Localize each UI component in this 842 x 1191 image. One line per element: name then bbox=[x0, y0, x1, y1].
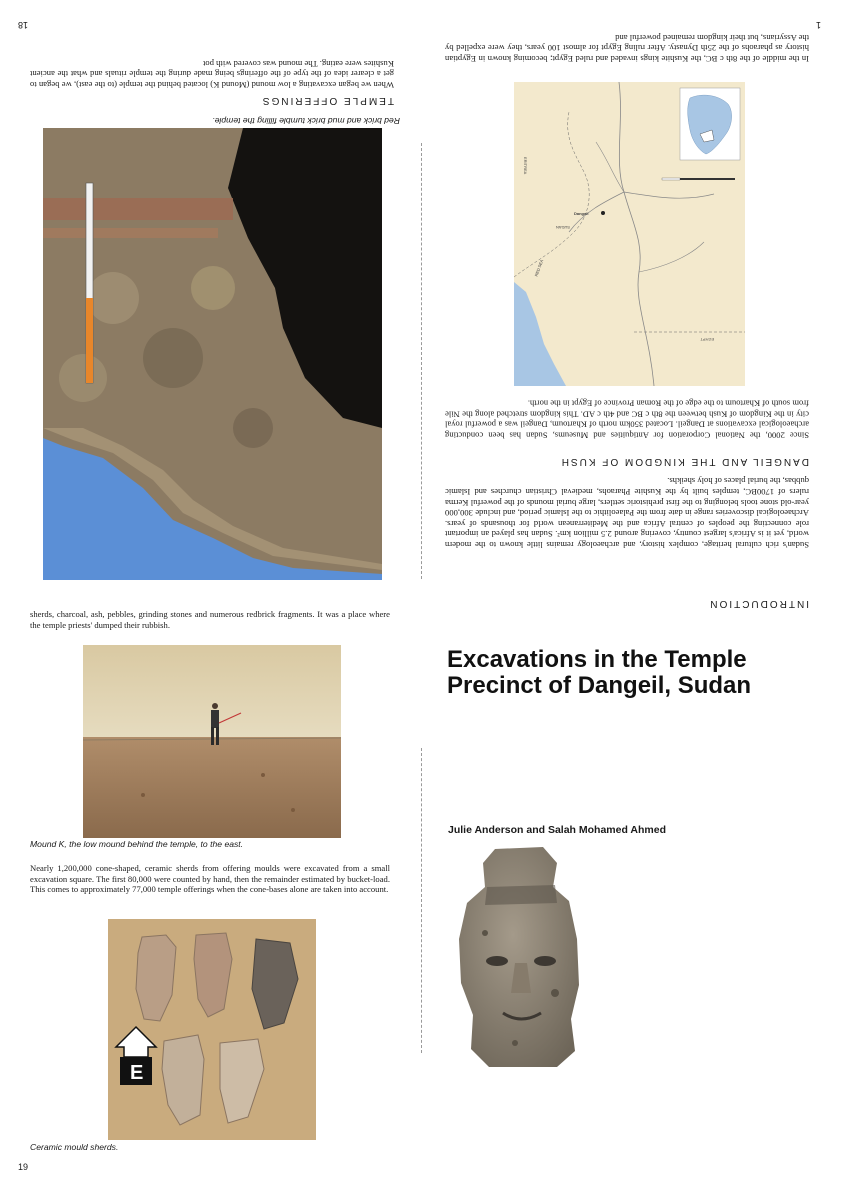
introduction-text: Sudan's rich cultural heritage, complex history, and archaeology remains little known to the modern world, yet it is Africa's largest country, covering around 2.5 million km². Sudan has played an important role connecting the peoples of central Africa and the Mediterranean world for thousands of years. Archaeological discoveries range in date from the Palaeolithic to the Islamic period, and include 300,000 year-old stone tools belonging to the first prehistoric settlers, large burial mounds of the powerful Kerma rulers of 1700BC, temples built by the Kushite Pharaohs, medieval Christian churches and Islamic qubbas, the burial places of holy sheikhs. bbox=[445, 476, 809, 551]
caption-ceramic-sherds: Ceramic mould sherds. bbox=[30, 1142, 119, 1152]
temple-offerings-heading: TEMPLE OFFERINGS bbox=[260, 95, 394, 106]
article-title bbox=[447, 647, 817, 699]
dangeil-kush-text: Since 2000, the National Corporation for Antiquities and Museums, Sudan has been conducting archaeological excavations at Dangeil. Located 350km north of Khartoum, Dangeil was a powerful royal city in the Kingdom of Kush between the 8th c BC and 4th c AD. This kingdom stretched along the Nile from south of Khartoum to the edge of the Roman Province of Egypt in the north. bbox=[445, 398, 809, 441]
photo-mound-k bbox=[83, 645, 341, 838]
scale-card-letter: E bbox=[130, 1062, 144, 1084]
page-number-top-right: 1 bbox=[816, 20, 822, 30]
dangeil-kush-block bbox=[445, 398, 809, 440]
column-divider-lower bbox=[421, 748, 422, 1053]
temple-offerings-heading-wrap bbox=[30, 93, 394, 106]
article-authors: Julie Anderson and Salah Mohamed Ahmed bbox=[448, 824, 667, 836]
photo-brick-tumble bbox=[43, 128, 382, 580]
article-title-line-1: Excavations in the Temple bbox=[447, 646, 747, 673]
page-number-top-left: 18 bbox=[18, 20, 29, 30]
kushite-kings-block bbox=[445, 32, 809, 64]
page-number-bottom-left: 19 bbox=[18, 1162, 29, 1172]
photo-statue-head bbox=[445, 843, 599, 1068]
introduction-heading-wrap bbox=[445, 596, 809, 609]
map-label-egypt: EGYPT bbox=[700, 337, 714, 342]
map-sudan bbox=[514, 82, 745, 386]
kushite-kings-text: In the middle of the 8th c BC, the Kushite kings invaded and ruled Egypt; becoming known in Egyptian history as pharaohs of the 25th Dynasty. After ruling Egypt for almost 100 years, they were expelled by the Assyrians, but their kingdom remained powerful and bbox=[445, 32, 809, 64]
temple-offerings-text: When we began excavating a low mound (Mound K) located behind the temple (to the east), we began to get a clearer idea of the type of the offerings being made during the temple rituals and what the ancient Kushites were eating. The mound was covered with pot bbox=[30, 58, 394, 90]
cone-sherds-text: Nearly 1,200,000 cone-shaped, ceramic sherds from offering moulds were excavated from a small excavation square. The first 80,000 were counted by hand, then the remainder estimated by bucket-load. This comes to approximately 77,000 temple offerings when the cone-bases alone are taken into account. bbox=[30, 863, 390, 895]
mound-k-rubbish-text: sherds, charcoal, ash, pebbles, grinding stones and numerous redbrick fragments. It was a place where the temple priests' dumped their rubbish. bbox=[30, 609, 390, 630]
map-label-sudan: SUDAN bbox=[555, 225, 570, 230]
map-label-eritrea: ERITREA bbox=[523, 157, 528, 175]
map-label-red-sea: RED SEA bbox=[533, 258, 545, 278]
dangeil-kush-heading: DANGEIL AND THE KINGDOM OF KUSH bbox=[559, 456, 809, 467]
column-divider-upper bbox=[421, 143, 422, 579]
map-label-dangeil: Dangeil bbox=[574, 211, 589, 216]
introduction-block bbox=[445, 476, 809, 550]
introduction-heading: INTRODUCTION bbox=[708, 598, 809, 609]
temple-offerings-block bbox=[30, 58, 394, 90]
photo-ceramic-sherds bbox=[108, 919, 316, 1140]
article-title-line-2: Precinct of Dangeil, Sudan bbox=[447, 672, 752, 699]
dangeil-kush-heading-wrap bbox=[445, 454, 809, 467]
caption-mound-k: Mound K, the low mound behind the temple, to the east. bbox=[30, 839, 244, 849]
caption-brick-tumble: Red brick and mud brick tumble filling the temple. bbox=[212, 116, 400, 126]
